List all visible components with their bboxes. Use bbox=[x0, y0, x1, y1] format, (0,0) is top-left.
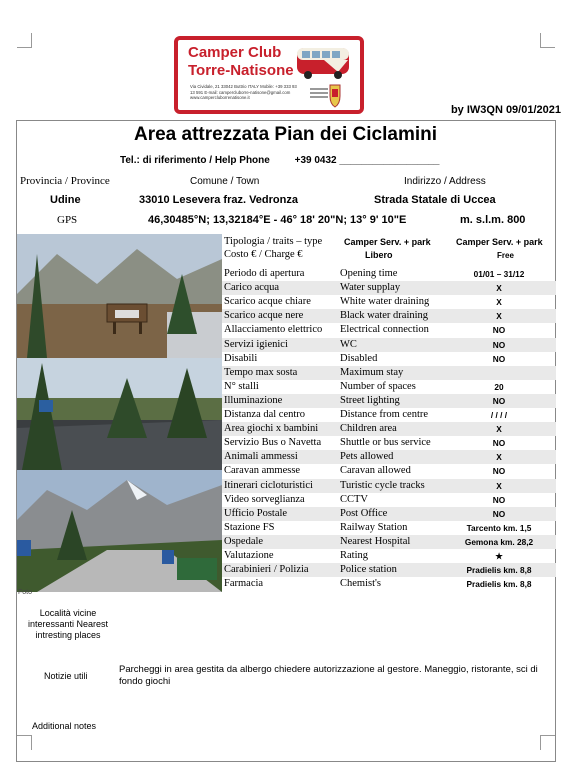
help-phone bbox=[120, 155, 440, 166]
table-row bbox=[222, 408, 556, 422]
provincia-label: Provincia / Province bbox=[20, 175, 110, 187]
row-label-en: Rating bbox=[340, 550, 368, 561]
row-value: NO bbox=[492, 325, 506, 336]
row-label-it: Animali ammessi bbox=[224, 451, 298, 463]
row-label-it: Servizio Bus o Navetta bbox=[224, 437, 322, 449]
row-label-it: Tempo max sosta bbox=[224, 366, 298, 378]
row-label-it: Distanza dal centro bbox=[224, 409, 306, 420]
table-row bbox=[222, 507, 556, 521]
nearby-places-label: Località vicine interessanti Nearest intresting places bbox=[27, 608, 109, 640]
help-phone-label: Tel.: di riferimento / Help Phone bbox=[120, 155, 270, 166]
row-label-en: Electrical connection bbox=[340, 324, 429, 336]
table-row bbox=[222, 563, 556, 577]
row-label-it: Area giochi x bambini bbox=[224, 423, 319, 435]
gps-label: GPS bbox=[57, 214, 78, 226]
photo-parking-area bbox=[17, 358, 222, 470]
crop-mark bbox=[17, 33, 32, 48]
row-value: NO bbox=[492, 508, 506, 519]
table-row bbox=[222, 295, 556, 309]
club-logo bbox=[174, 36, 364, 114]
photo-caption: Foto bbox=[18, 589, 33, 596]
row-label-it: Itinerari cicloturistici bbox=[224, 479, 313, 491]
typology-value-en: Camper Serv. + park bbox=[456, 237, 543, 247]
row-label-it: Disabili bbox=[224, 352, 258, 364]
useful-info-label: Notizie utili bbox=[44, 671, 88, 681]
municipal-seal-icon bbox=[308, 82, 348, 112]
row-value: NO bbox=[492, 466, 506, 477]
table-row bbox=[222, 338, 556, 352]
row-value: NO bbox=[492, 438, 506, 449]
row-label-it: Scarico acque nere bbox=[224, 310, 304, 322]
row-label-it: N° stalli bbox=[224, 380, 259, 392]
row-value: NO bbox=[492, 494, 506, 505]
table-row bbox=[222, 422, 556, 436]
row-value: X bbox=[496, 480, 502, 491]
row-label-it: Video sorveglianza bbox=[224, 493, 305, 505]
table-row bbox=[222, 366, 556, 380]
altitude-value: m. s.l.m. 800 bbox=[460, 214, 526, 226]
row-label-it: Ufficio Postale bbox=[224, 507, 288, 519]
row-value: Gemona km. 28,2 bbox=[464, 536, 534, 547]
row-label-it: Scarico acque chiare bbox=[224, 296, 311, 308]
row-label-it: Caravan ammesse bbox=[224, 465, 301, 477]
table-row bbox=[222, 380, 556, 394]
row-label-en: Railway Station bbox=[340, 521, 408, 533]
photo-area-sign bbox=[17, 234, 222, 358]
row-label-en: Street lighting bbox=[340, 394, 400, 406]
row-value: X bbox=[496, 297, 502, 308]
row-label-en: Nearest Hospital bbox=[340, 535, 411, 547]
row-label-it: Farmacia bbox=[224, 578, 264, 590]
table-row bbox=[222, 464, 556, 478]
page-title: Area attrezzata Pian dei Ciclamini bbox=[133, 124, 438, 145]
row-label-en: Post Office bbox=[340, 507, 388, 519]
indirizzo-value: Strada Statale di Uccea bbox=[374, 194, 496, 206]
gps-value: 46,30485°N; 13,32184°E - 46° 18' 20"N; 13° 9' 10"E bbox=[148, 214, 407, 226]
row-value: X bbox=[496, 311, 502, 322]
row-value: 01/01 – 31/12 bbox=[473, 269, 525, 279]
row-label-en: WC bbox=[340, 338, 357, 350]
logo-address: Via Cividale, 21 33042 Buttrio ITALY Mobile: +39 333 93 13 591 E-mail: campercluborre-natisone@gmail.com www.campercluborrenatisone.it bbox=[190, 84, 297, 100]
row-value: X bbox=[496, 283, 502, 294]
row-label-en: Water supplay bbox=[340, 282, 401, 294]
row-label-it: Stazione FS bbox=[224, 521, 275, 533]
row-label-en: Chemist's bbox=[340, 578, 381, 590]
indirizzo-label: Indirizzo / Address bbox=[404, 176, 486, 187]
additional-notes-label: Additional notes bbox=[32, 721, 97, 731]
table-row bbox=[222, 535, 556, 549]
table-row bbox=[222, 577, 556, 591]
row-label-it: Carabinieri / Polizia bbox=[224, 564, 309, 576]
typology-value-it: Camper Serv. + park bbox=[344, 237, 431, 247]
help-phone-number: +39 0432 __________________ bbox=[294, 155, 440, 166]
row-label-it: Allacciamento elettrico bbox=[224, 324, 323, 336]
row-label-en: Turistic cycle tracks bbox=[340, 479, 425, 491]
row-label-en: CCTV bbox=[340, 493, 369, 505]
table-row bbox=[222, 309, 556, 323]
cost-value-it: Libero bbox=[365, 250, 393, 260]
row-label-en: Shuttle or bus service bbox=[340, 437, 431, 449]
comune-value: 33010 Lesevera fraz. Vedronza bbox=[139, 194, 298, 206]
table-row bbox=[222, 479, 556, 493]
row-label-en: White water draining bbox=[340, 296, 430, 308]
row-value: Pradielis km. 8,8 bbox=[466, 565, 532, 576]
row-label-it: Carico acqua bbox=[224, 282, 280, 294]
row-label-it: Illuminazione bbox=[224, 394, 283, 406]
row-value: NO bbox=[492, 353, 506, 364]
row-value: Pradielis km. 8,8 bbox=[466, 579, 532, 590]
row-value: NO bbox=[492, 395, 506, 406]
row-label-en: Number of spaces bbox=[340, 380, 416, 392]
row-value: / / / / bbox=[490, 410, 508, 420]
cost-value-en: Free bbox=[497, 251, 514, 260]
provincia-value: Udine bbox=[50, 194, 81, 206]
cost-label: Costo € / Charge € bbox=[224, 249, 303, 260]
table-row bbox=[222, 450, 556, 464]
crop-mark bbox=[540, 33, 555, 48]
logo-line2: Torre-Natisone bbox=[188, 62, 294, 79]
row-label-en: Maximum stay bbox=[340, 366, 404, 378]
row-label-en: Opening time bbox=[340, 268, 398, 279]
comune-label: Comune / Town bbox=[190, 176, 260, 187]
typology-label: Tipologia / traits – type bbox=[224, 236, 323, 247]
table-row bbox=[222, 281, 556, 295]
row-label-it: Periodo di apertura bbox=[224, 268, 305, 279]
table-row bbox=[222, 267, 556, 281]
useful-info-text: Parcheggi in area gestita da albergo chiedere autorizzazione al gestore. Maneggio, ristorante, sci di fondo giochi bbox=[119, 664, 538, 687]
table-row bbox=[222, 323, 556, 337]
table-row bbox=[222, 394, 556, 408]
byline: by IW3QN 09/01/2021 bbox=[450, 104, 561, 116]
row-label-it: Valutazione bbox=[224, 550, 274, 561]
row-value: NO bbox=[492, 339, 506, 350]
camper-van-icon bbox=[294, 44, 352, 80]
table-row bbox=[222, 493, 556, 507]
row-label-en: Pets allowed bbox=[340, 451, 394, 463]
table-row bbox=[222, 549, 556, 563]
row-label-en: Black water draining bbox=[340, 310, 429, 322]
row-value: X bbox=[496, 452, 502, 463]
row-value: 20 bbox=[494, 381, 504, 392]
table-row bbox=[222, 352, 556, 366]
logo-line1: Camper Club bbox=[188, 44, 282, 61]
photo-mountain-road bbox=[17, 470, 222, 592]
row-label-it: Ospedale bbox=[224, 535, 264, 547]
row-label-en: Police station bbox=[340, 564, 397, 576]
row-value: Tarcento km. 1,5 bbox=[466, 522, 532, 533]
table-row bbox=[222, 521, 556, 535]
row-label-en: Disabled bbox=[340, 352, 378, 364]
row-label-en: Children area bbox=[340, 423, 397, 435]
row-value: ★ bbox=[495, 551, 503, 561]
row-value: X bbox=[496, 424, 502, 435]
table-row bbox=[222, 436, 556, 450]
row-label-en: Distance from centre bbox=[340, 409, 429, 420]
row-label-it: Servizi igienici bbox=[224, 338, 288, 350]
row-label-en: Caravan allowed bbox=[340, 465, 411, 477]
